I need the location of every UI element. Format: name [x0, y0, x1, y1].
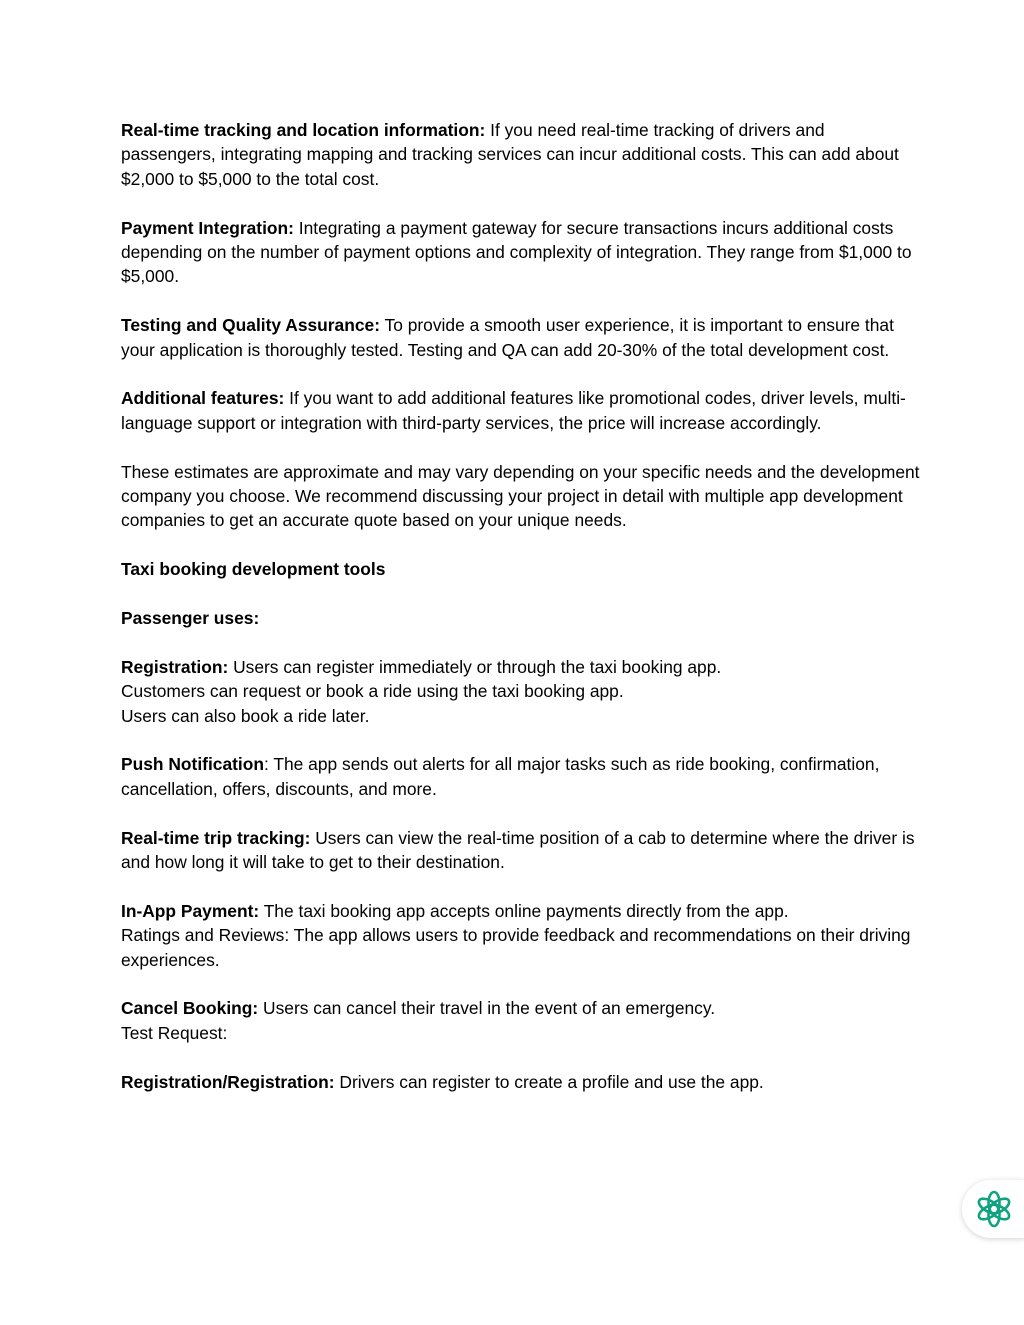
paragraph-text: These estimates are approximate and may vary depending on your specific needs and the development company you choose. We recommend discussing your project in detail with multiple app development companies to get an accurate quote based on your unique needs. [121, 461, 920, 531]
paragraph-heading: Cancel Booking: [121, 998, 259, 1019]
paragraph-realtime-tracking [121, 118, 921, 191]
paragraph-driver-registration [121, 1070, 921, 1094]
paragraph-heading: Registration: [121, 656, 229, 677]
section-heading: Taxi booking development tools [121, 559, 386, 580]
paragraph-testing-qa [121, 313, 921, 362]
section-heading-dev-tools [121, 557, 921, 581]
paragraph-text: Users can cancel their travel in the event of an emergency. [258, 998, 716, 1019]
paragraph-payment-integration [121, 216, 921, 289]
section-heading: Passenger uses: [121, 608, 260, 629]
paragraph-line: Users can also book a ride later. [121, 705, 370, 726]
paragraph-line: Customers can request or book a ride using the taxi booking app. [121, 681, 624, 702]
document-body [121, 118, 921, 1118]
paragraph-estimates-note [121, 460, 921, 533]
paragraph-trip-tracking [121, 826, 921, 875]
ai-assistant-icon [974, 1189, 1014, 1229]
paragraph-text: To provide a smooth user experience, it is important to ensure that your application is thoroughly tested. Testing and QA can add 20-30% of the total development cost. [121, 315, 894, 360]
paragraph-text: The taxi booking app accepts online payments directly from the app. [259, 900, 789, 921]
paragraph-additional-features [121, 386, 921, 435]
paragraph-text: Drivers can register to create a profile and use the app. [334, 1071, 764, 1092]
paragraph-in-app-payment [121, 899, 921, 972]
paragraph-text: If you need real-time tracking of drivers and passengers, integrating mapping and tracking services can incur additional costs. This can add about $2,000 to $5,000 to the total cost. [121, 120, 899, 189]
paragraph-heading: Testing and Quality Assurance: [121, 315, 380, 336]
paragraph-line: Ratings and Reviews: The app allows users to provide feedback and recommendations on their driving experiences. [121, 925, 911, 970]
paragraph-heading: Payment Integration: [121, 217, 294, 238]
section-heading-passenger-uses [121, 606, 921, 630]
paragraph-heading: Push Notification [121, 754, 264, 775]
assistant-badge-button[interactable] [962, 1180, 1024, 1238]
paragraph-registration [121, 655, 921, 728]
paragraph-heading: In-App Payment: [121, 900, 260, 921]
paragraph-cancel-booking [121, 996, 921, 1045]
paragraph-text: If you want to add additional features like promotional codes, driver levels, multi-language support or integration with third-party services, the price will increase accordingly. [121, 388, 906, 433]
paragraph-text: Users can view the real-time position of a cab to determine where the driver is and how long it will take to get to their destination. [121, 827, 915, 873]
paragraph-text: : The app sends out alerts for all major tasks such as ride booking, confirmation, cancellation, offers, discounts, and more. [121, 754, 880, 799]
paragraph-heading: Registration/Registration: [121, 1071, 335, 1092]
paragraph-line: Test Request: [121, 1022, 228, 1043]
paragraph-text: Integrating a payment gateway for secure transactions incurs additional costs depending on the number of payment options and complexity of integration. They range from $1,000 to $5,000. [121, 217, 912, 287]
paragraph-heading: Additional features: [121, 388, 285, 409]
paragraph-text: Users can register immediately or through the taxi booking app. [228, 656, 722, 677]
paragraph-heading: Real-time trip tracking: [121, 827, 311, 848]
paragraph-push-notification [121, 752, 921, 801]
paragraph-heading: Real-time tracking and location information: [121, 120, 486, 140]
